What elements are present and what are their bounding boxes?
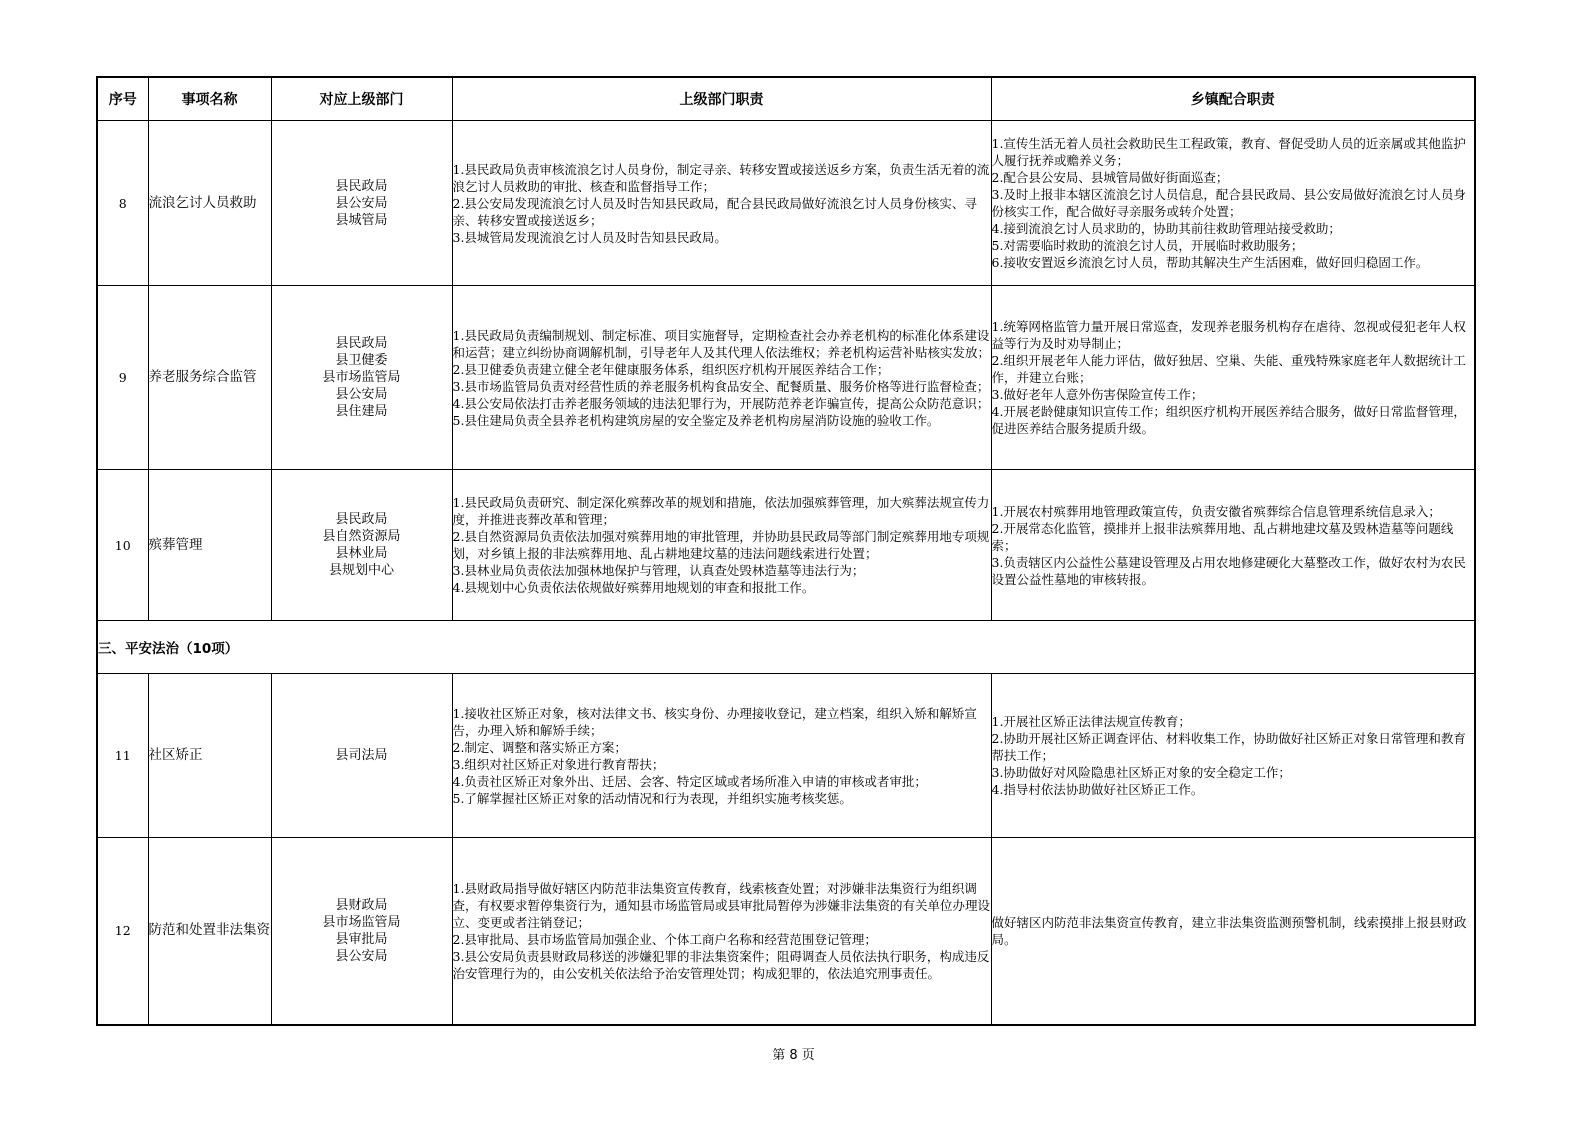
table-row bbox=[97, 470, 1475, 621]
coop-line: 1.开展社区矫正法律法规宣传教育； bbox=[991, 714, 1191, 729]
coop-cell bbox=[991, 838, 1475, 1025]
duty-line: 3.县城管局发现流浪乞讨人员及时告知县民政局。 bbox=[452, 229, 727, 245]
coop-line: 5.对需要临时救助的流浪乞讨人员，开展临时救助服务； bbox=[991, 238, 1304, 253]
item-name: 殡葬管理 bbox=[148, 470, 271, 621]
item-name: 流浪乞讨人员救助 bbox=[148, 121, 271, 286]
dept-line: 县公安局 bbox=[335, 387, 388, 402]
dept-cell bbox=[271, 470, 452, 621]
item-name: 防范和处置非法集资 bbox=[148, 838, 271, 1025]
table-row bbox=[97, 838, 1475, 1025]
header-duty: 上级部门职责 bbox=[452, 77, 991, 121]
duty-line: 2.制定、调整和落实矫正方案； bbox=[452, 739, 627, 755]
duty-line: 1.县财政局指导做好辖区内防范非法集资宣传教育，线索核查处置；对涉嫌非法集资行为组织调查，有权要求暂停集资行为，通知县市场监管局或县审批局暂停为涉嫌非法集资的有关单位办理设立、变更或者注销登记； bbox=[452, 880, 991, 930]
dept-line: 县司法局 bbox=[335, 748, 388, 763]
duty-line: 1.县民政局负责审核流浪乞讨人员身份，制定寻亲、转移安置或接送返乡方案，负责生活无着的流浪乞讨人员救助的审批、核查和监督指导工作； bbox=[452, 161, 990, 194]
dept-line: 县民政局 bbox=[335, 336, 388, 351]
table-row bbox=[97, 674, 1475, 838]
dept-line: 县市场监管局 bbox=[322, 914, 401, 930]
dept-cell bbox=[271, 838, 452, 1025]
row-number: 11 bbox=[97, 674, 148, 838]
row-number: 8 bbox=[97, 121, 148, 286]
coop-cell bbox=[991, 470, 1475, 621]
coop-line: 3.及时上报非本辖区流浪乞讨人员信息，配合县民政局、县公安局做好流浪乞讨人员身份核实工作，配合做好寻亲服务或转介处置； bbox=[991, 187, 1466, 219]
row-number: 10 bbox=[97, 470, 148, 621]
duty-cell bbox=[452, 121, 991, 286]
dept-line: 县规划中心 bbox=[328, 563, 394, 578]
dept-cell bbox=[271, 121, 452, 286]
dept-line: 县市场监管局 bbox=[322, 370, 401, 385]
coop-line: 1.宣传生活无着人员社会救助民生工程政策，教育、督促受助人员的近亲属或其他监护人履行抚养或赡养义务； bbox=[991, 136, 1466, 168]
row-number: 9 bbox=[97, 286, 148, 470]
section-row bbox=[97, 621, 1475, 674]
duty-line: 3.县林业局负责依法加强林地保护与管理，认真查处毁林造墓等违法行为； bbox=[452, 563, 865, 578]
duty-line: 3.县公安局负责县财政局移送的涉嫌犯罪的非法集资案件；阻碍调查人员依法执行职务，构成违反治安管理行为的，由公安机关依法给予治安管理处罚；构成犯罪的，依法追究刑事责任。 bbox=[452, 948, 990, 981]
coop-line: 4.指导村依法协助做好社区矫正工作。 bbox=[991, 782, 1204, 797]
duty-line: 2.县卫健委负责建立健全老年健康服务体系，组织医疗机构开展医养结合工作； bbox=[452, 361, 890, 377]
section-title: 三、平安法治（10项） bbox=[97, 621, 1475, 674]
duty-line: 4.负责社区矫正对象外出、迁居、会客、特定区域或者场所准入申请的审核或者审批； bbox=[452, 773, 927, 789]
page-number: 第 8 页 bbox=[772, 1048, 815, 1063]
dept-line: 县民政局 bbox=[335, 178, 388, 194]
dept-line: 县林业局 bbox=[335, 546, 388, 561]
duty-line: 3.组织对社区矫正对象进行教育帮扶； bbox=[452, 756, 665, 772]
dept-line: 县财政局 bbox=[335, 897, 388, 913]
coop-cell bbox=[991, 674, 1475, 838]
coop-cell bbox=[991, 121, 1475, 286]
header-row bbox=[97, 77, 1475, 121]
coop-line: 做好辖区内防范非法集资宣传教育，建立非法集资监测预警机制，线索摸排上报县财政局。 bbox=[991, 914, 1467, 947]
duty-line: 2.县审批局、县市场监管局加强企业、个体工商户名称和经营范围登记管理； bbox=[452, 931, 877, 947]
dept-line: 县审批局 bbox=[335, 931, 388, 947]
duty-line: 2.县公安局发现流浪乞讨人员及时告知县民政局，配合县民政局做好流浪乞讨人员身份核实、寻亲、转移安置或接送返乡； bbox=[452, 195, 977, 228]
header-seq: 序号 bbox=[97, 77, 148, 121]
coop-line: 2.组织开展老年人能力评估，做好独居、空巢、失能、重残特殊家庭老年人数据统计工作，并建立台账； bbox=[991, 353, 1466, 385]
header-name: 事项名称 bbox=[148, 77, 271, 121]
header-coop: 乡镇配合职责 bbox=[991, 77, 1475, 121]
coop-line: 1.统筹网格监管力量开展日常巡查，发现养老服务机构存在虐待、忽视或侵犯老年人权益等行为及时劝导制止； bbox=[991, 319, 1466, 351]
duty-cell bbox=[452, 838, 991, 1025]
dept-line: 县公安局 bbox=[335, 948, 388, 964]
coop-line: 3.协助做好对风险隐患社区矫正对象的安全稳定工作； bbox=[991, 765, 1291, 780]
duty-line: 1.县民政局负责编制规划、制定标准、项目实施督导，定期检查社会办养老机构的标准化体系建设和运营；建立纠纷协商调解机制，引导老年人及其代理人依法维权；养老机构运营补贴核实发放； bbox=[452, 327, 991, 360]
dept-line: 县住建局 bbox=[335, 404, 388, 419]
coop-line: 3.做好老年人意外伤害保险宣传工作； bbox=[991, 387, 1204, 402]
duty-cell bbox=[452, 470, 991, 621]
coop-line: 1.开展农村殡葬用地管理政策宣传，负责安徽省殡葬综合信息管理系统信息录入； bbox=[991, 503, 1441, 519]
duty-line: 5.了解掌握社区矫正对象的活动情况和行为表现，并组织实施考核奖惩。 bbox=[452, 790, 852, 806]
coop-line: 2.配合县公安局、县城管局做好街面巡查； bbox=[991, 170, 1229, 185]
coop-line: 4.接到流浪乞讨人员求助的，协助其前往救助管理站接受救助； bbox=[991, 221, 1341, 236]
coop-line: 3.负责辖区内公益性公墓建设管理及占用农地修建硬化大墓整改工作，做好农村为农民设置公益性墓地的审核转报。 bbox=[991, 554, 1466, 587]
dept-line: 县公安局 bbox=[335, 195, 388, 211]
dept-cell bbox=[271, 286, 452, 470]
row-number: 12 bbox=[97, 838, 148, 1025]
duty-line: 2.县自然资源局负责依法加强对殡葬用地的审批管理，并协助县民政局等部门制定殡葬用地专项规划，对乡镇上报的非法殡葬用地、乱占耕地建坟墓的违法问题线索进行处置； bbox=[452, 529, 990, 561]
dept-line: 县自然资源局 bbox=[322, 529, 401, 544]
dept-line: 县城管局 bbox=[335, 212, 388, 228]
coop-line: 2.开展常态化监管，摸排并上报非法殡葬用地、乱占耕地建坟墓及毁林造墓等问题线索； bbox=[991, 520, 1454, 553]
duty-table bbox=[96, 76, 1476, 1026]
coop-line: 2.协助开展社区矫正调查评估、材料收集工作，协助做好社区矫正对象日常管理和教育帮扶工作； bbox=[991, 731, 1466, 763]
dept-line: 县民政局 bbox=[335, 512, 388, 527]
duty-cell bbox=[452, 674, 991, 838]
duty-line: 4.县公安局依法打击养老服务领域的违法犯罪行为，开展防范养老诈骗宣传，提高公众防范意识； bbox=[452, 395, 990, 411]
duty-line: 3.县市场监管局负责对经营性质的养老服务机构食品安全、配餐质量、服务价格等进行监督检查； bbox=[452, 378, 990, 394]
duty-line: 5.县住建局负责全县养老机构建筑房屋的安全鉴定及养老机构房屋消防设施的验收工作。 bbox=[452, 412, 940, 428]
coop-line: 6.接收安置返乡流浪乞讨人员，帮助其解决生产生活困难，做好回归稳固工作。 bbox=[991, 255, 1429, 270]
duty-line: 4.县规划中心负责依法依规做好殡葬用地规划的审查和报批工作。 bbox=[452, 580, 815, 595]
table-row bbox=[97, 121, 1475, 286]
coop-cell bbox=[991, 286, 1475, 470]
coop-line: 4.开展老龄健康知识宣传工作；组织医疗机构开展医养结合服务，做好日常监督管理，促进医养结合服务提质升级。 bbox=[991, 404, 1466, 436]
duty-cell bbox=[452, 286, 991, 470]
duty-line: 1.接收社区矫正对象，核对法律文书、核实身份、办理接收登记，建立档案，组织入矫和解矫宣告，办理入矫和解矫手续； bbox=[452, 705, 977, 738]
item-name: 社区矫正 bbox=[148, 674, 271, 838]
dept-cell bbox=[271, 674, 452, 838]
dept-line: 县卫健委 bbox=[335, 353, 388, 368]
table-row bbox=[97, 286, 1475, 470]
item-name: 养老服务综合监管 bbox=[148, 286, 271, 470]
duty-line: 1.县民政局负责研究、制定深化殡葬改革的规划和措施，依法加强殡葬管理，加大殡葬法规宣传力度，并推进丧葬改革和管理； bbox=[452, 495, 990, 527]
header-dept: 对应上级部门 bbox=[271, 77, 452, 121]
